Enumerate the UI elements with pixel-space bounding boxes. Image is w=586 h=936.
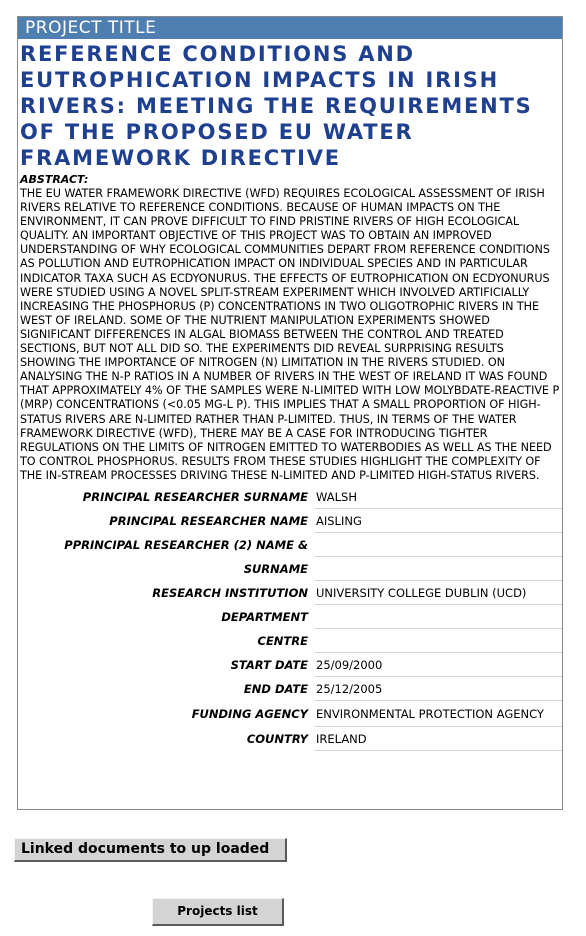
field-label: FUNDING AGENCY — [191, 706, 308, 721]
field-label: START DATE — [230, 657, 308, 672]
table-row — [18, 727, 562, 751]
field-value: AISLING — [314, 509, 562, 533]
table-row — [18, 677, 562, 701]
linked-documents-button[interactable]: Linked documents to up loaded — [14, 838, 287, 862]
table-row — [18, 701, 562, 727]
field-value — [314, 629, 562, 653]
field-value: WALSH — [314, 485, 562, 509]
project-title: REFERENCE CONDITIONS AND EUTROPHICATION IMPACTS IN IRISH RIVERS: MEETING THE REQUIREMENTS OF THE PROPOSED EU WATER FRAMEWORK DIRECTIVE — [20, 42, 533, 170]
table-row — [18, 653, 562, 677]
table-row — [18, 485, 562, 509]
project-card — [17, 16, 563, 810]
abstract-label: ABSTRACT: — [20, 173, 89, 186]
table-row — [18, 605, 562, 629]
field-label: SURNAME — [243, 561, 308, 576]
field-value: 25/12/2005 — [314, 677, 562, 701]
field-label: COUNTRY — [246, 731, 308, 746]
field-label: CENTRE — [257, 633, 308, 648]
field-label: PRINCIPAL RESEARCHER SURNAME — [82, 489, 308, 504]
project-title-header: PROJECT TITLE — [18, 17, 562, 39]
field-label: RESEARCH INSTITUTION — [152, 585, 308, 600]
field-value: IRELAND — [314, 727, 562, 751]
table-row — [18, 509, 562, 533]
table-row — [18, 629, 562, 653]
field-value — [314, 533, 562, 557]
field-label: PRINCIPAL RESEARCHER NAME — [109, 513, 308, 528]
field-value — [314, 557, 562, 581]
field-value: 25/09/2000 — [314, 653, 562, 677]
table-row — [18, 581, 562, 605]
field-label: DEPARTMENT — [221, 609, 308, 624]
projects-list-button[interactable]: Projects list — [152, 898, 284, 926]
details-table — [18, 485, 562, 752]
abstract-text: THE EU WATER FRAMEWORK DIRECTIVE (WFD) REQUIRES ECOLOGICAL ASSESSMENT OF IRISH RIVERS RELATIVE TO REFERENCE CONDITIONS. BECAUSE OF HUMAN IMPACTS ON THE ENVIRONMENT, IT CAN PROVE DIFFICULT TO FIND PRISTINE RIVERS OF HIGH ECOLOGICAL QUALITY. AN IMPORTANT OBJECTIVE OF THIS PROJECT WAS TO OBTAIN AN IMPROVED UNDERSTANDING OF WHY ECOLOGICAL COMMUNITIES DEPART FROM REFERENCE CONDITIONS AS POLLUTION AND EUTROPHICATION IMPACT ON INDIVIDUAL SPECIES AND IN PARTICULAR INDICATOR TAXA SUCH AS ECDYONURUS. THE EFFECTS OF EUTROPHICATION ON ECDYONURUS WERE STUDIED USING A NOVEL SPLIT-STREAM EXPERIMENT WHICH INVOLVED ARTIFICIALLY INCREASING THE PHOSPHORUS (P) CONCENTRATIONS IN TWO OLIGOTROPHIC RIVERS IN THE WEST OF IRELAND. SOME OF THE NUTRIENT MANIPULATION EXPERIMENTS SHOWED SIGNIFICANT DIFFERENCES IN ALGAL BIOMASS BETWEEN THE CONTROL AND TREATED SECTIONS, BUT NOT ALL DID SO. THE EXPERIMENTS DID REVEAL SURPRISING RESULTS SHOWING THE IMPORTANCE OF NITROGEN (N) LIMITATION IN THE RIVERS STUDIED. ON ANALYSING THE N-P RATIOS IN A NUMBER OF RIVERS IN THE WEST OF IRELAND IT WAS FOUND THAT APPROXIMATELY 4% OF THE SAMPLES WERE N-LIMITED WITH LOW MOLYBDATE-REACTIVE P (MRP) CONCENTRATIONS (<0.05 MG-L P). THIS IMPLIES THAT A SMALL PROPORTION OF HIGH-STATUS RIVERS ARE N-LIMITED RATHER THAN P-LIMITED. THUS, IN TERMS OF THE WATER FRAMEWORK DIRECTIVE (WFD), THERE MAY BE A CASE FOR INTRODUCING TIGHTER REGULATIONS ON THE LIMITS OF NITROGEN EMITTED TO WATERBODIES AS WELL AS THE NEED TO CONTROL PHOSPHORUS. RESULTS FROM THESE STUDIES HIGHLIGHT THE COMPLEXITY OF THE IN-STREAM PROCESSES DRIVING THESE N-LIMITED AND P-LIMITED HIGH-STATUS RIVERS. — [20, 187, 560, 482]
field-label: END DATE — [243, 681, 308, 696]
field-value — [314, 605, 562, 629]
table-row — [18, 533, 562, 557]
field-value: ENVIRONMENTAL PROTECTION AGENCY — [314, 701, 562, 727]
field-label: PPRINCIPAL RESEARCHER (2) NAME & — [64, 537, 308, 552]
field-value: UNIVERSITY COLLEGE DUBLIN (UCD) — [314, 581, 562, 605]
table-row — [18, 557, 562, 581]
